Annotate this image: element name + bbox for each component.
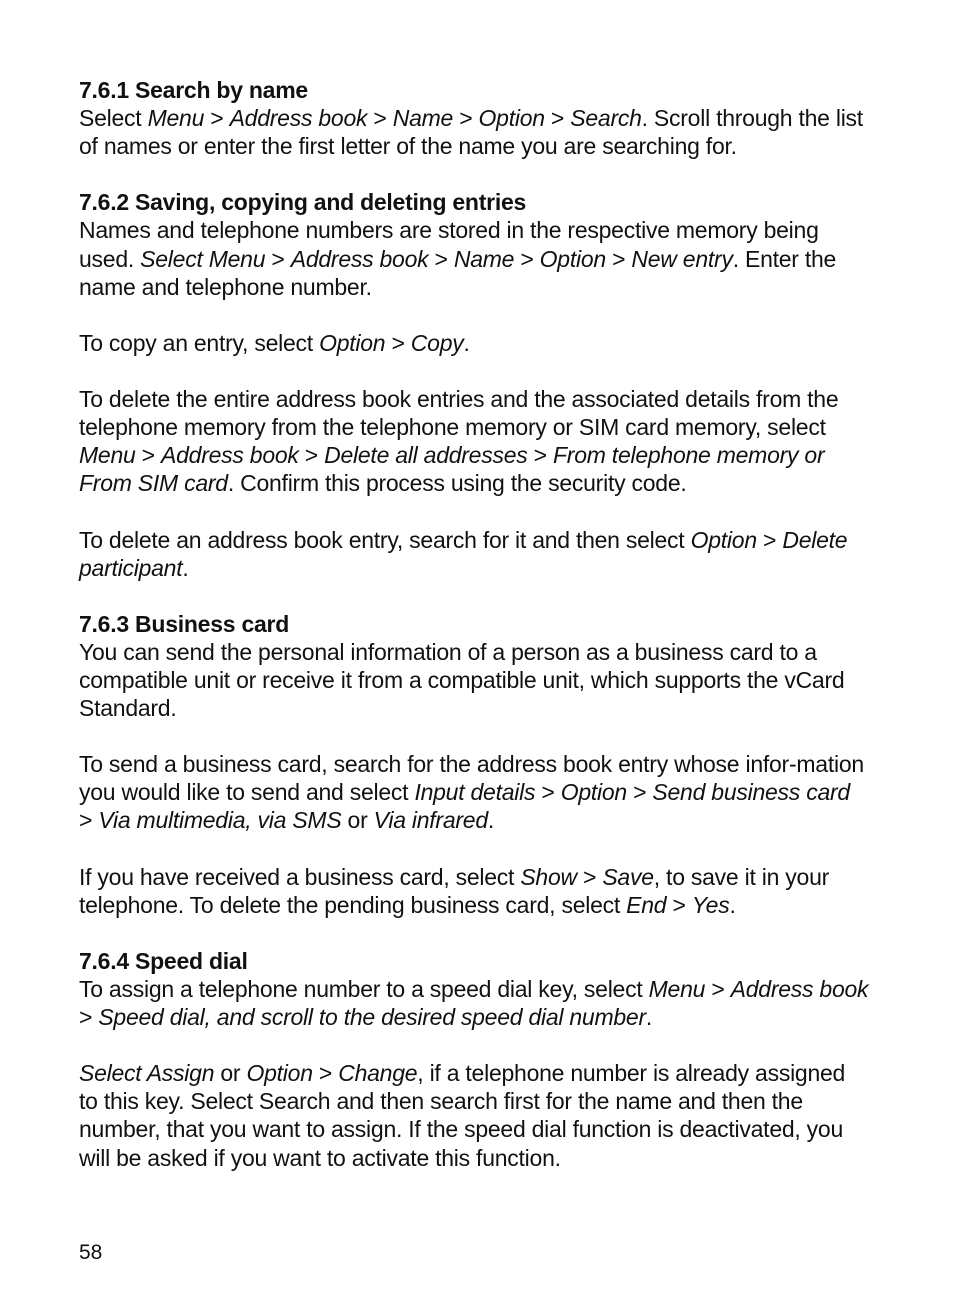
body-text: You can send the personal information of a person as a business card to a compatible unit or receive it from a compatible unit, which supports the vCard Standard. [79, 638, 845, 722]
body-text: To delete an address book entry, search for it and then select [79, 526, 691, 553]
menu-path-text: Address book [730, 976, 869, 1002]
body-text: > [527, 442, 553, 469]
menu-path-text: Change [338, 1060, 418, 1087]
body-text: > [367, 105, 393, 132]
body-text: > [576, 863, 603, 890]
body-text: or [214, 1060, 247, 1087]
menu-path-text: Option [690, 526, 757, 553]
section [79, 188, 869, 581]
paragraph [79, 104, 869, 160]
menu-path-text: Menu [79, 442, 136, 469]
menu-path-text: Menu [147, 105, 205, 132]
menu-path-text: Address book [290, 245, 429, 272]
body-text: Select [79, 105, 148, 132]
body-text: , to save it in your telephone. To delete the pending business card, select [79, 863, 830, 918]
menu-path-text: Search [570, 105, 642, 132]
menu-path-text: Copy [410, 329, 464, 356]
body-text: > [514, 245, 540, 272]
body-text: . [182, 554, 189, 581]
body-text: > [79, 1004, 99, 1031]
menu-path-text: Menu [648, 976, 706, 1002]
paragraph [79, 329, 869, 357]
menu-path-text: Save [602, 863, 654, 890]
body-text: . Confirm this process using the security code. [227, 470, 687, 497]
section [79, 947, 869, 1172]
menu-path-text: Via infrared [373, 807, 488, 834]
body-text: . Scroll through the list of names or enter the first letter of the name you are searching for. [79, 105, 863, 160]
paragraph [79, 216, 869, 300]
menu-path-text: New entry [631, 245, 733, 272]
body-text: > [705, 976, 731, 1002]
page-number: 58 [79, 1241, 103, 1264]
menu-path-text: Delete all addresses [324, 442, 528, 469]
paragraph [79, 863, 869, 919]
menu-path-text: Option [319, 329, 386, 356]
menu-path-text: Yes [691, 891, 730, 918]
menu-path-text: Delete participant [79, 526, 848, 581]
section-heading: 7.6.1 Search by name [79, 77, 308, 103]
paragraph [79, 1059, 869, 1171]
paragraph [79, 975, 869, 1031]
menu-path-text: Address book [229, 105, 368, 132]
section-heading: 7.6.4 Speed dial [79, 947, 248, 974]
paragraph [79, 638, 869, 722]
menu-path-text: Speed dial, and scroll to the desired speed dial number [98, 1004, 646, 1031]
body-text: > [298, 442, 325, 469]
section [79, 610, 869, 919]
body-text: If you have received a business card, select [79, 863, 521, 890]
menu-path-text: Via multimedia, via SMS [98, 807, 342, 834]
body-text: > [265, 245, 291, 272]
menu-path-text: Input details [414, 779, 536, 806]
menu-path-text: End [626, 891, 667, 918]
body-text: > [756, 526, 783, 553]
body-text: To send a business card, search for the address book entry whose infor-mation you would like to send and select [79, 751, 864, 806]
body-text: > [544, 105, 571, 132]
body-text: To assign a telephone number to a speed dial key, select [79, 976, 649, 1002]
body-text: . [487, 807, 494, 834]
body-text: . Enter the name and telephone number. [79, 245, 837, 300]
paragraph [79, 385, 869, 497]
body-text: . [645, 1004, 653, 1031]
section-heading: 7.6.2 Saving, copying and deleting entries [79, 189, 527, 216]
body-text: > [626, 779, 653, 806]
menu-path-text: Name [453, 245, 515, 272]
menu-path-text: Address book [161, 442, 299, 469]
menu-path-text: Name [392, 105, 454, 132]
body-text: > [666, 891, 692, 918]
body-text: > [605, 245, 632, 272]
menu-path-text: Send business card [652, 779, 850, 806]
menu-path-text: Select Menu [140, 245, 266, 272]
menu-path-text: Show [520, 863, 577, 890]
menu-path-text: Select Assign [79, 1060, 215, 1087]
body-text: To delete the entire address book entries and the associated details from the telephone memory from the telephone memory or SIM card memory, select [79, 386, 839, 441]
manual-page-content [79, 76, 869, 1200]
menu-path-text: Option [246, 1060, 313, 1087]
body-text: or [341, 807, 374, 834]
section-heading: 7.6.3 Business card [79, 610, 290, 637]
body-text: , if a telephone number is already assigned to this key. Select Search and then search first for the name and then the number, that you want to assign. If the speed dial function is deactivated, you will be asked if you want to activate this function. [79, 1060, 846, 1171]
section [79, 76, 869, 160]
body-text: > [312, 1060, 339, 1087]
body-text: > [453, 105, 479, 132]
paragraph [79, 526, 869, 582]
body-text: > [428, 245, 454, 272]
body-text: . [463, 329, 470, 356]
body-text: To copy an entry, select [79, 329, 320, 356]
menu-path-text: From telephone memory or From SIM card [79, 442, 825, 497]
paragraph [79, 750, 869, 834]
menu-path-text: Option [539, 245, 606, 272]
body-text: > [204, 105, 230, 132]
body-text: > [385, 329, 411, 356]
body-text: Names and telephone numbers are stored in the respective memory being used. [79, 217, 819, 272]
body-text: > [135, 442, 162, 469]
body-text: > [79, 807, 99, 834]
body-text: . [729, 891, 736, 918]
body-text: > [535, 779, 561, 806]
menu-path-text: Option [478, 105, 545, 132]
menu-path-text: Option [560, 779, 627, 806]
